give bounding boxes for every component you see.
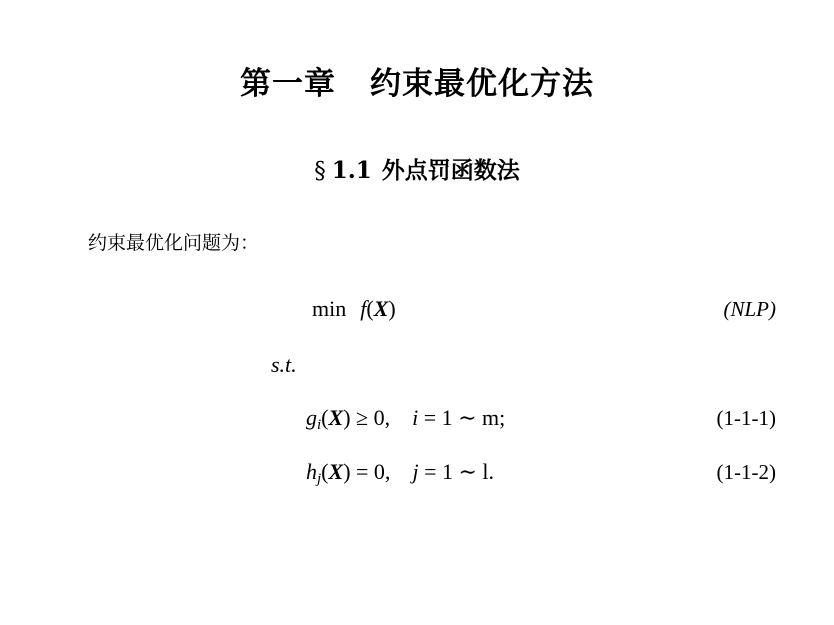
equation-objective: min f(X): [312, 296, 396, 321]
section-number: 1.1: [331, 157, 372, 184]
equation-tag-nlp: (NLP): [723, 297, 776, 321]
ineq-subscript: i: [317, 417, 322, 433]
eq-index: j: [412, 459, 419, 484]
eq-range: = 1 ∼ l.: [424, 459, 495, 484]
equation-equality: $h_j(X) = 0$, j = 1 ∼ l.: [306, 459, 495, 487]
section-symbol: §: [314, 158, 326, 184]
eq-relation: = 0,: [356, 459, 391, 484]
ineq-range: = 1 ∼ m;: [423, 405, 506, 430]
ineq-index: i: [412, 405, 419, 430]
eq-function: h: [306, 459, 317, 484]
section-name: 外点罚函数法: [381, 158, 520, 184]
objective-function: f: [360, 296, 367, 321]
subject-to-label: s.t.: [271, 352, 297, 377]
objective-variable: X: [373, 296, 389, 321]
chapter-title: [0, 58, 834, 103]
equation-tag-1-1-1: (1-1-1): [716, 406, 776, 430]
ineq-function: g: [306, 405, 317, 430]
intro-paragraph: 约束最优化问题为：: [88, 232, 260, 254]
equation-inequality: $g_i(X) \ge 0$, i = 1 ∼ m;: [306, 405, 506, 433]
min-operator: min: [312, 296, 347, 321]
eq-subscript: j: [317, 471, 322, 487]
eq-variable: X: [328, 459, 344, 484]
ineq-relation: ≥ 0,: [356, 405, 391, 430]
chapter-name: 约束最优化方法: [370, 66, 594, 102]
ineq-variable: X: [328, 405, 344, 430]
section-heading: [0, 152, 834, 185]
chapter-label: 第一章: [240, 66, 336, 102]
equation-tag-1-1-2: (1-1-2): [716, 460, 776, 484]
